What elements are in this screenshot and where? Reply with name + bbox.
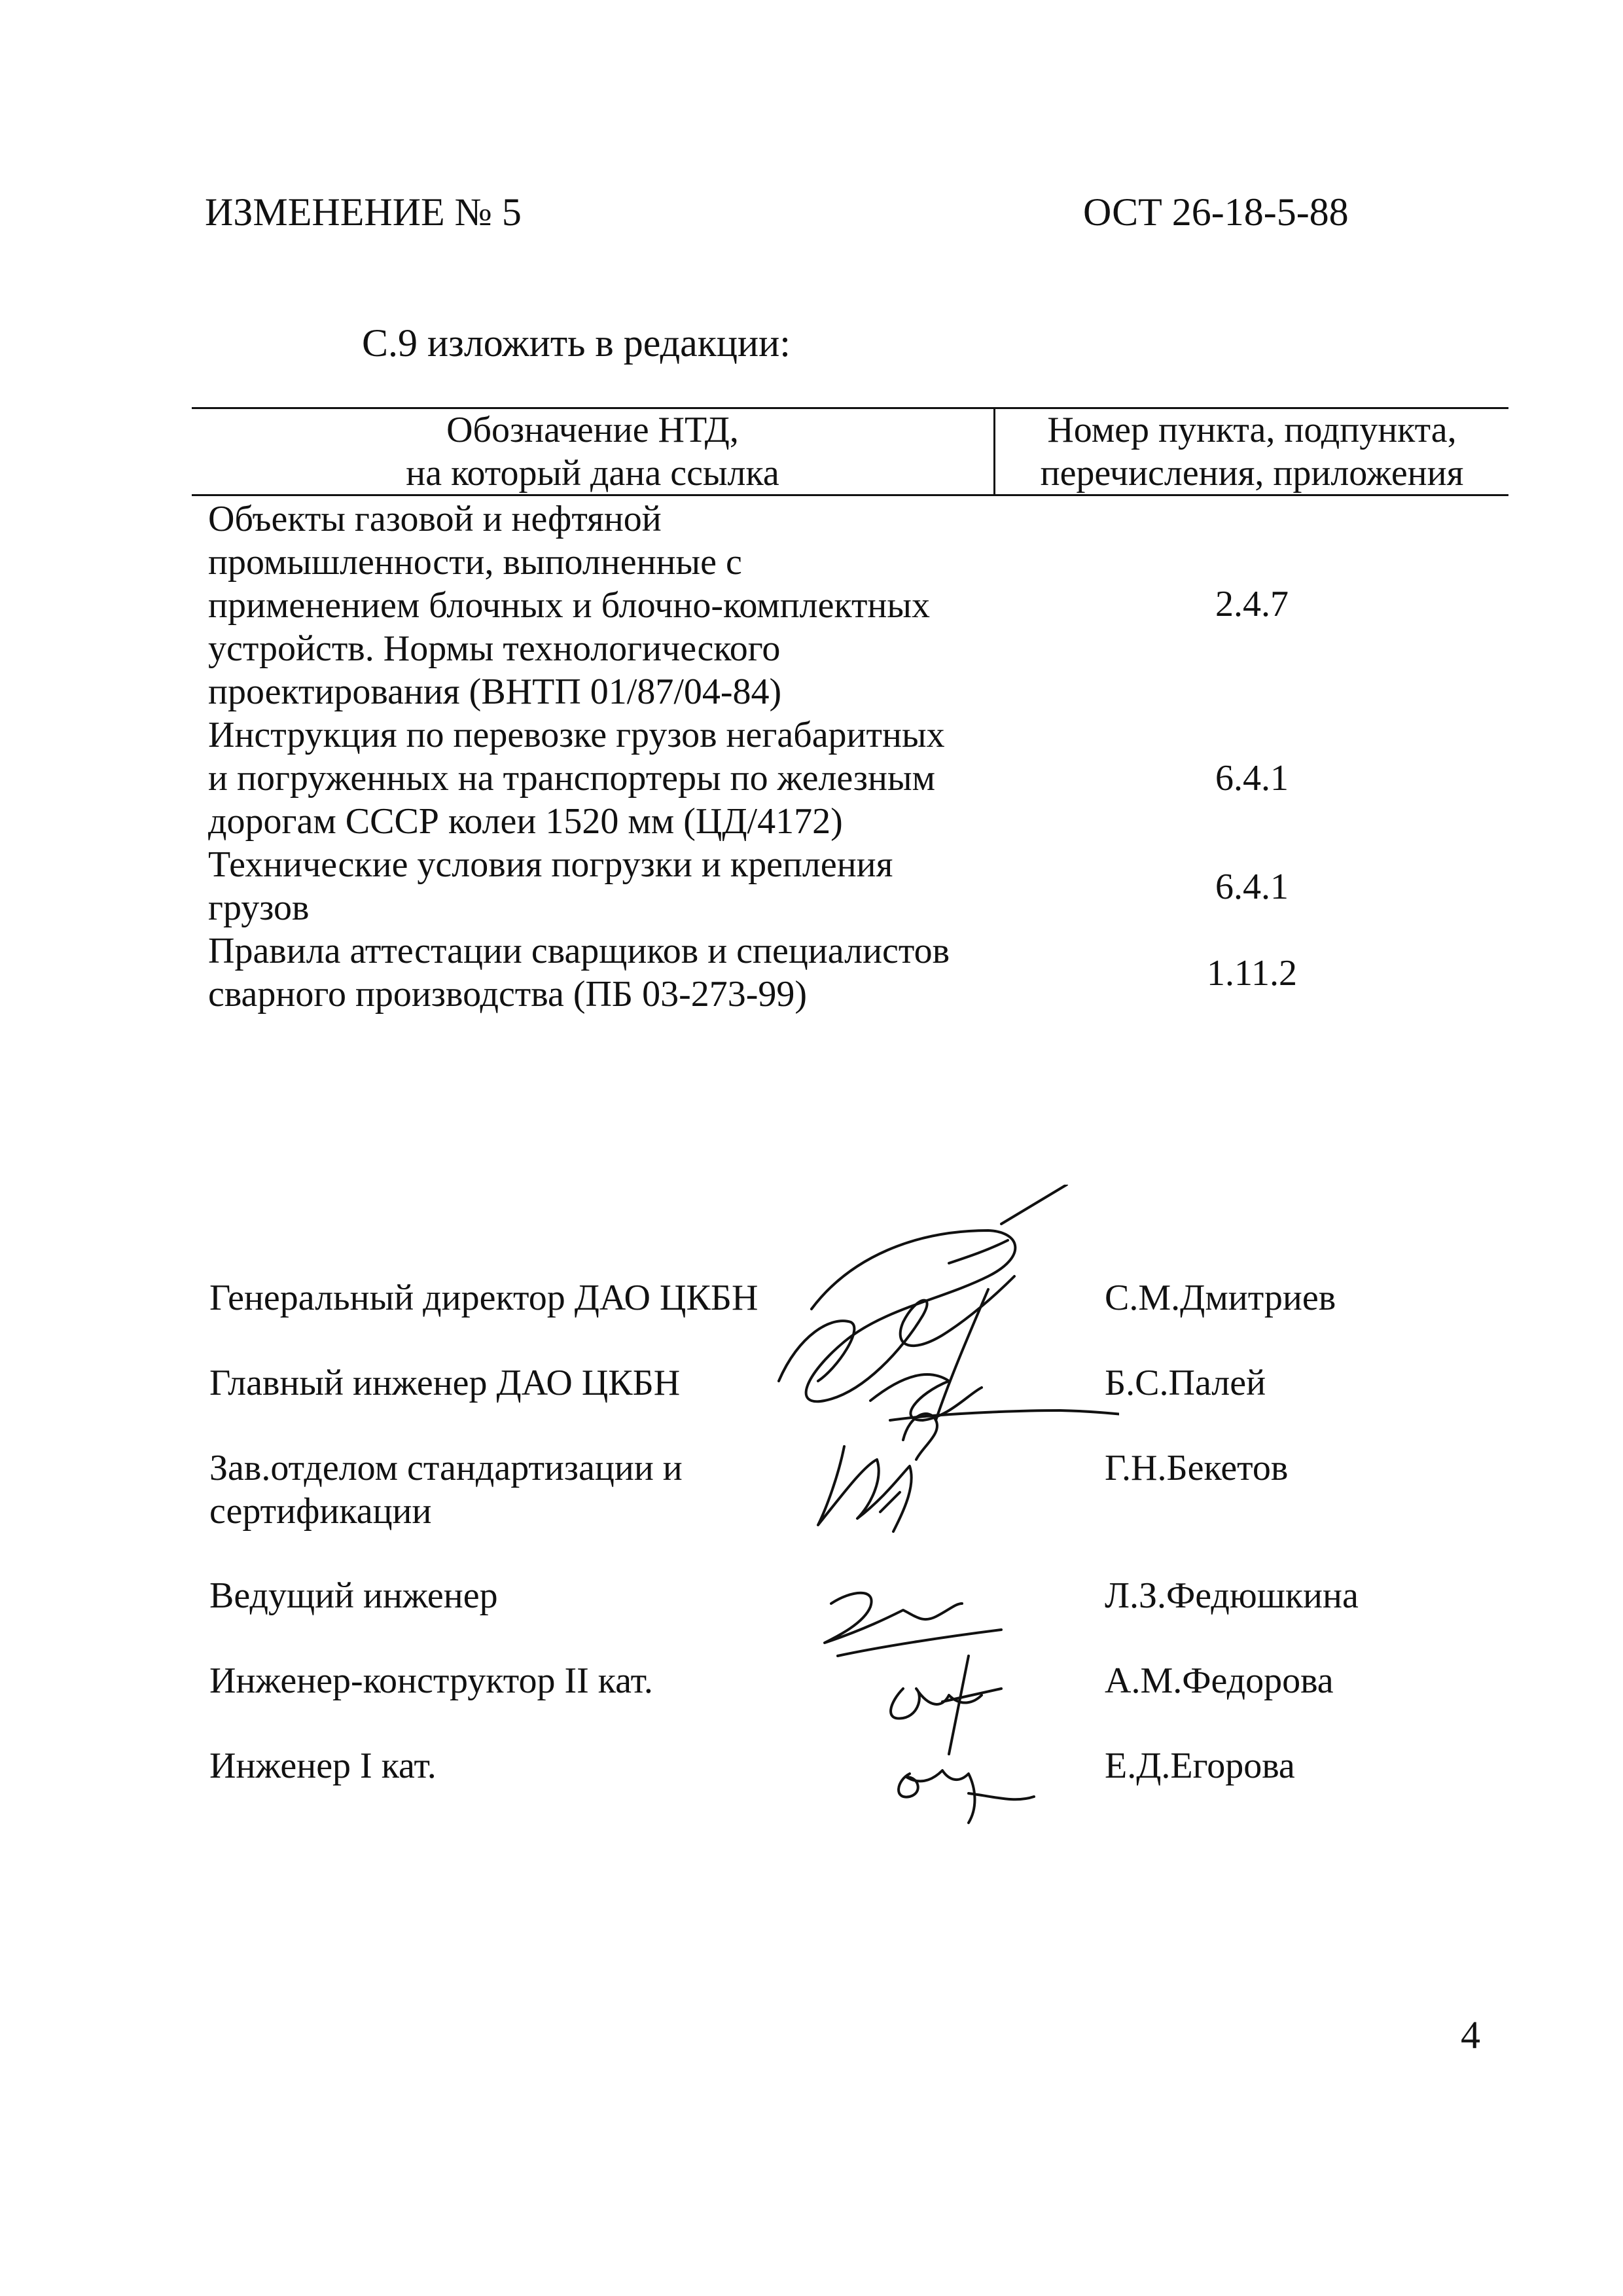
signature-lead-engineer bbox=[825, 1593, 1001, 1656]
signatory-position: Главный инженер ДАО ЦКБН bbox=[209, 1363, 681, 1403]
row-reference: Технические условия погрузки и крепления грузов bbox=[208, 844, 893, 928]
signatory-position: Зав.отделом стандартизации и сертификации bbox=[209, 1448, 683, 1532]
change-title: ИЗМЕНЕНИЕ № 5 bbox=[205, 190, 522, 234]
header-clause: Номер пункта, подпункта, перечисления, приложения bbox=[1040, 410, 1464, 493]
signatory-position: Инженер-конструктор II кат. bbox=[209, 1660, 653, 1701]
row-reference: Правила аттестации сварщиков и специалистов сварного производства (ПБ 03-273-99) bbox=[208, 931, 950, 1014]
row-clause: 2.4.7 bbox=[1215, 584, 1289, 624]
signature-design-engineer bbox=[891, 1656, 1001, 1754]
signatory-name: Л.З.Федюшкина bbox=[1105, 1575, 1359, 1616]
document-code: ОСТ 26-18-5-88 bbox=[1083, 190, 1349, 234]
signature-engineer bbox=[899, 1770, 1034, 1823]
instruction-text: С.9 изложить в редакции: bbox=[362, 321, 791, 365]
signatory-name: Г.Н.Бекетов bbox=[1105, 1448, 1289, 1488]
row-clause: 6.4.1 bbox=[1215, 758, 1289, 798]
signatory-name: С.М.Дмитриев bbox=[1105, 1278, 1336, 1318]
page-number: 4 bbox=[1461, 2013, 1480, 2056]
handwritten-signatures bbox=[753, 1185, 1119, 1839]
signatory-position: Инженер I кат. bbox=[209, 1746, 437, 1786]
signatory-name: Б.С.Палей bbox=[1105, 1363, 1266, 1403]
table-header-rule bbox=[192, 494, 1508, 496]
signatory-name: А.М.Федорова bbox=[1105, 1660, 1334, 1701]
signature-standards-head bbox=[818, 1446, 912, 1532]
row-reference: Объекты газовой и нефтяной промышленности, выполненные с применением блочных и блочно-комплектных устройств. Нормы технологического проектирования (ВНТП 01/87/04-84) bbox=[208, 499, 931, 712]
row-clause: 1.11.2 bbox=[1207, 953, 1297, 994]
signature-director bbox=[779, 1185, 1067, 1420]
signature-chief-engineer bbox=[870, 1374, 1119, 1460]
signatory-name: Е.Д.Егорова bbox=[1105, 1746, 1295, 1786]
row-reference: Инструкция по перевозке грузов негабаритных и погруженных на транспортеры по железным дорогам СССР колеи 1520 мм (ЦД/4172) bbox=[208, 715, 945, 842]
signatory-position: Ведущий инженер bbox=[209, 1575, 498, 1616]
row-clause: 6.4.1 bbox=[1215, 867, 1289, 907]
header-reference: Обозначение НТД, на который дана ссылка bbox=[406, 410, 779, 493]
signatory-position: Генеральный директор ДАО ЦКБН bbox=[209, 1278, 758, 1318]
